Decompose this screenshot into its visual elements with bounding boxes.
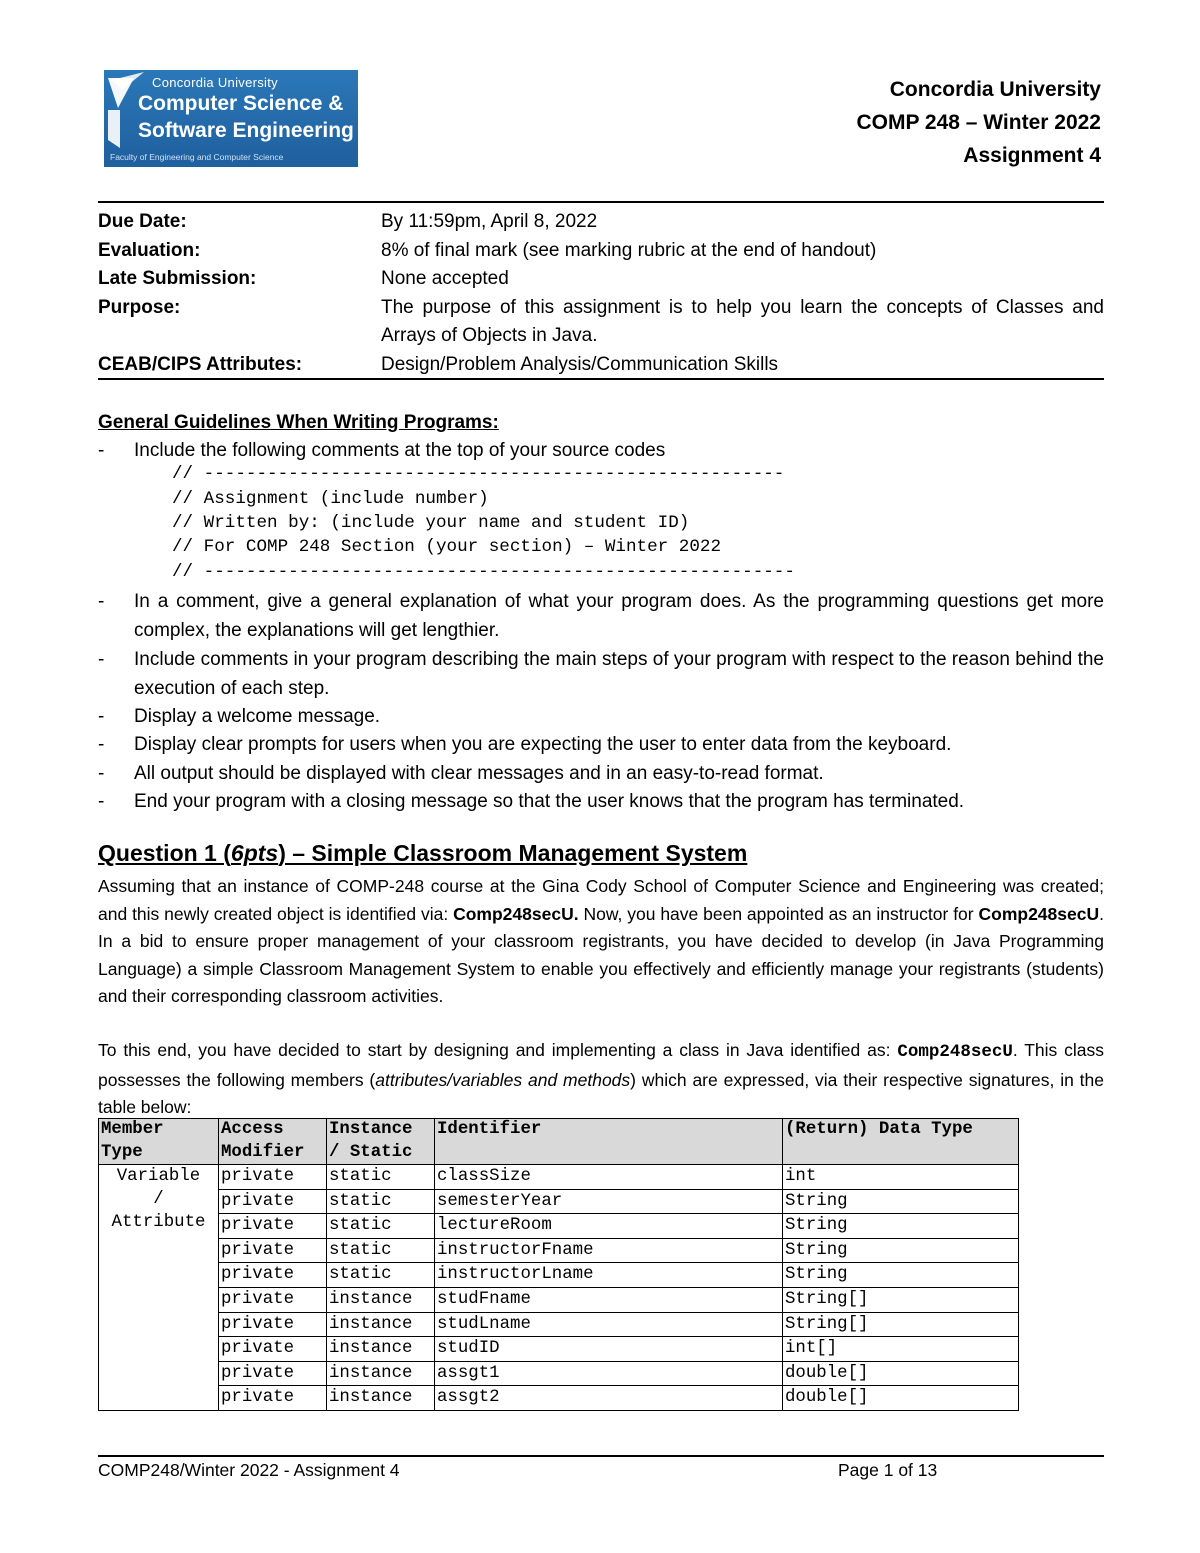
table-row (99, 1337, 1019, 1362)
header-university: Concordia University (889, 78, 1101, 101)
para-text: ) which are expressed, via their respective signatures, in the table below: (98, 1069, 1105, 1117)
cell-access: private (219, 1337, 327, 1362)
guideline-text: Include comments in your program describing the main steps of your program with respect to the reason behind the execution of each step. (134, 649, 1104, 699)
cell-type: String[] (783, 1287, 1019, 1312)
object-name: Comp248secU. (453, 903, 579, 924)
para-text: To this end, you have decided to start by designing and implementing a class in Java identified as: (98, 1040, 898, 1060)
info-row-attributes (98, 351, 1104, 380)
cell-scope: static (327, 1165, 435, 1190)
para-text: . This class possesses the following members ( (98, 1040, 1105, 1090)
cell-identifier: semesterYear (435, 1189, 783, 1214)
cell-access: private (219, 1386, 327, 1411)
code-comment-line: // Assignment (include number) (172, 489, 489, 509)
guideline-text: In a comment, give a general explanation of what your program does. As the programming questions get more complex, the explanations will get lengthier. (134, 591, 1104, 641)
info-value: The purpose of this assignment is to help you learn the concepts of Classes and Arrays of Objects in Java. (381, 296, 1104, 347)
guidelines-title: General Guidelines When Writing Programs: (98, 412, 499, 433)
top-divider (98, 201, 1104, 203)
class-members-table (98, 1118, 1019, 1411)
cell-scope: static (327, 1238, 435, 1263)
para-italic: attributes/variables and methods (375, 1069, 631, 1090)
cell-access: private (219, 1287, 327, 1312)
bullet-dash: - (98, 440, 105, 461)
cell-access: private (219, 1263, 327, 1288)
info-value: None accepted (381, 268, 509, 290)
bullet-dash: - (98, 791, 105, 812)
question-title-start: Question 1 ( (98, 840, 231, 866)
cell-access: private (219, 1238, 327, 1263)
para-text: Now, you have been appointed as an instructor for (578, 903, 979, 924)
cell-identifier: instructorLname (435, 1263, 783, 1288)
bullet-dash: - (98, 706, 105, 727)
guideline-text: End your program with a closing message so that the user knows that the program has terminated. (134, 791, 965, 812)
cell-access: private (219, 1165, 327, 1190)
info-key: CEAB/CIPS Attributes: (98, 353, 303, 375)
cell-identifier: assgt1 (435, 1361, 783, 1386)
cell-identifier: classSize (435, 1165, 783, 1190)
header-course: COMP 248 – Winter 2022 (856, 111, 1101, 134)
cell-type: String[] (783, 1312, 1019, 1337)
cell-type: int[] (783, 1337, 1019, 1362)
guideline-item (98, 703, 1104, 732)
info-key: Purpose: (98, 296, 181, 318)
header-identifier: Identifier (435, 1119, 783, 1165)
code-comment-line: // For COMP 248 Section (your section) – Winter 2022 (172, 537, 722, 557)
bullet-dash: - (98, 649, 105, 670)
table-row (99, 1189, 1019, 1214)
logo-line-1: Concordia University (152, 75, 278, 90)
assignment-info (98, 208, 1104, 380)
guideline-text: Include the following comments at the top of your source codes (134, 440, 666, 461)
cell-scope: instance (327, 1386, 435, 1411)
cell-identifier: studLname (435, 1312, 783, 1337)
guideline-text: Display clear prompts for users when you are expecting the user to enter data from the keyboard. (134, 734, 952, 755)
guideline-item (98, 788, 1104, 817)
cell-identifier: lectureRoom (435, 1214, 783, 1239)
info-row-due-date (98, 208, 1104, 237)
info-row-purpose (98, 294, 1104, 351)
cell-access: private (219, 1214, 327, 1239)
logo-line-3: Software Engineering (138, 119, 354, 142)
cell-identifier: studFname (435, 1287, 783, 1312)
cell-type: double[] (783, 1361, 1019, 1386)
table-row (99, 1287, 1019, 1312)
table-row (99, 1238, 1019, 1263)
info-row-late-submission (98, 265, 1104, 294)
header-assignment: Assignment 4 (963, 144, 1101, 167)
para-text: Assuming that an instance of COMP-248 course at the Gina Cody School of Computer Science and Engineering was created; and this newly created object is identified via: (98, 876, 1104, 924)
bullet-dash: - (98, 591, 105, 612)
table-row (99, 1165, 1019, 1190)
info-value: Design/Problem Analysis/Communication Skills (381, 353, 779, 375)
cell-type: double[] (783, 1386, 1019, 1411)
cell-type: int (783, 1165, 1019, 1190)
cell-access: private (219, 1189, 327, 1214)
question-paragraph-1 (98, 873, 1104, 1011)
guideline-text: All output should be displayed with clear messages and in an easy-to-read format. (134, 763, 824, 784)
page-number: Page 1 of 13 (838, 1460, 938, 1480)
cell-scope: static (327, 1189, 435, 1214)
cell-scope: instance (327, 1312, 435, 1337)
cell-scope: instance (327, 1287, 435, 1312)
header-access-modifier: Access Modifier (219, 1119, 327, 1165)
guideline-item (98, 760, 1104, 789)
info-key: Evaluation: (98, 239, 201, 261)
cell-identifier: studID (435, 1337, 783, 1362)
class-name: Comp248secU (897, 1042, 1013, 1062)
question-title (98, 840, 747, 867)
guideline-item (98, 588, 1104, 645)
info-key: Due Date: (98, 211, 187, 232)
logo-line-4: Faculty of Engineering and Computer Science (110, 152, 284, 162)
university-logo (104, 70, 358, 167)
cell-scope: instance (327, 1337, 435, 1362)
info-key: Late Submission: (98, 268, 257, 290)
cell-scope: static (327, 1263, 435, 1288)
cell-type: String (783, 1263, 1019, 1288)
code-comment-line: // -------------------------------------------------------- (172, 562, 795, 582)
footer-divider (98, 1455, 1104, 1457)
cell-scope: static (327, 1214, 435, 1239)
code-comment-line: // ------------------------------------------------------- (172, 464, 785, 484)
guideline-item (98, 437, 1104, 466)
cell-access: private (219, 1361, 327, 1386)
table-row (99, 1361, 1019, 1386)
info-divider (98, 378, 1104, 380)
info-value: 8% of final mark (see marking rubric at the end of handout) (381, 239, 877, 261)
table-row (99, 1214, 1019, 1239)
guideline-item (98, 646, 1104, 703)
table-row (99, 1312, 1019, 1337)
bullet-dash: - (98, 734, 105, 755)
question-paragraph-2 (98, 1037, 1104, 1122)
bullet-dash: - (98, 763, 105, 784)
header-member-type: Member Type (99, 1119, 219, 1165)
question-points: 6pts (230, 840, 279, 866)
table-header-row (99, 1119, 1019, 1165)
object-name: Comp248secU (978, 903, 1100, 924)
header-data-type: (Return) Data Type (783, 1119, 1019, 1165)
footer-left: COMP248/Winter 2022 - Assignment 4 (98, 1460, 400, 1480)
cell-scope: instance (327, 1361, 435, 1386)
cell-access: private (219, 1312, 327, 1337)
question-title-end: ) – Simple Classroom Management System (278, 840, 748, 866)
cell-type: String (783, 1214, 1019, 1239)
code-comment-line: // Written by: (include your name and student ID) (172, 513, 690, 533)
logo-line-2: Computer Science & (138, 92, 344, 115)
info-value: By 11:59pm, April 8, 2022 (381, 211, 598, 232)
table-row (99, 1386, 1019, 1411)
guideline-text: Display a welcome message. (134, 706, 381, 727)
table-row (99, 1263, 1019, 1288)
para-text: . In a bid to ensure proper management of your classroom registrants, you have decided to develop (in Java Programming Language) a simple Classroom Management System to enable you effectively and efficiently manage your registrants (students) and their corresponding classroom activities. (98, 903, 1104, 1006)
member-type-cell: Variable / Attribute (99, 1165, 219, 1411)
guideline-item (98, 731, 1104, 760)
info-row-evaluation (98, 237, 1104, 266)
header-instance-static: Instance / Static (327, 1119, 435, 1165)
cell-identifier: assgt2 (435, 1386, 783, 1411)
cell-type: String (783, 1238, 1019, 1263)
cell-type: String (783, 1189, 1019, 1214)
cell-identifier: instructorFname (435, 1238, 783, 1263)
